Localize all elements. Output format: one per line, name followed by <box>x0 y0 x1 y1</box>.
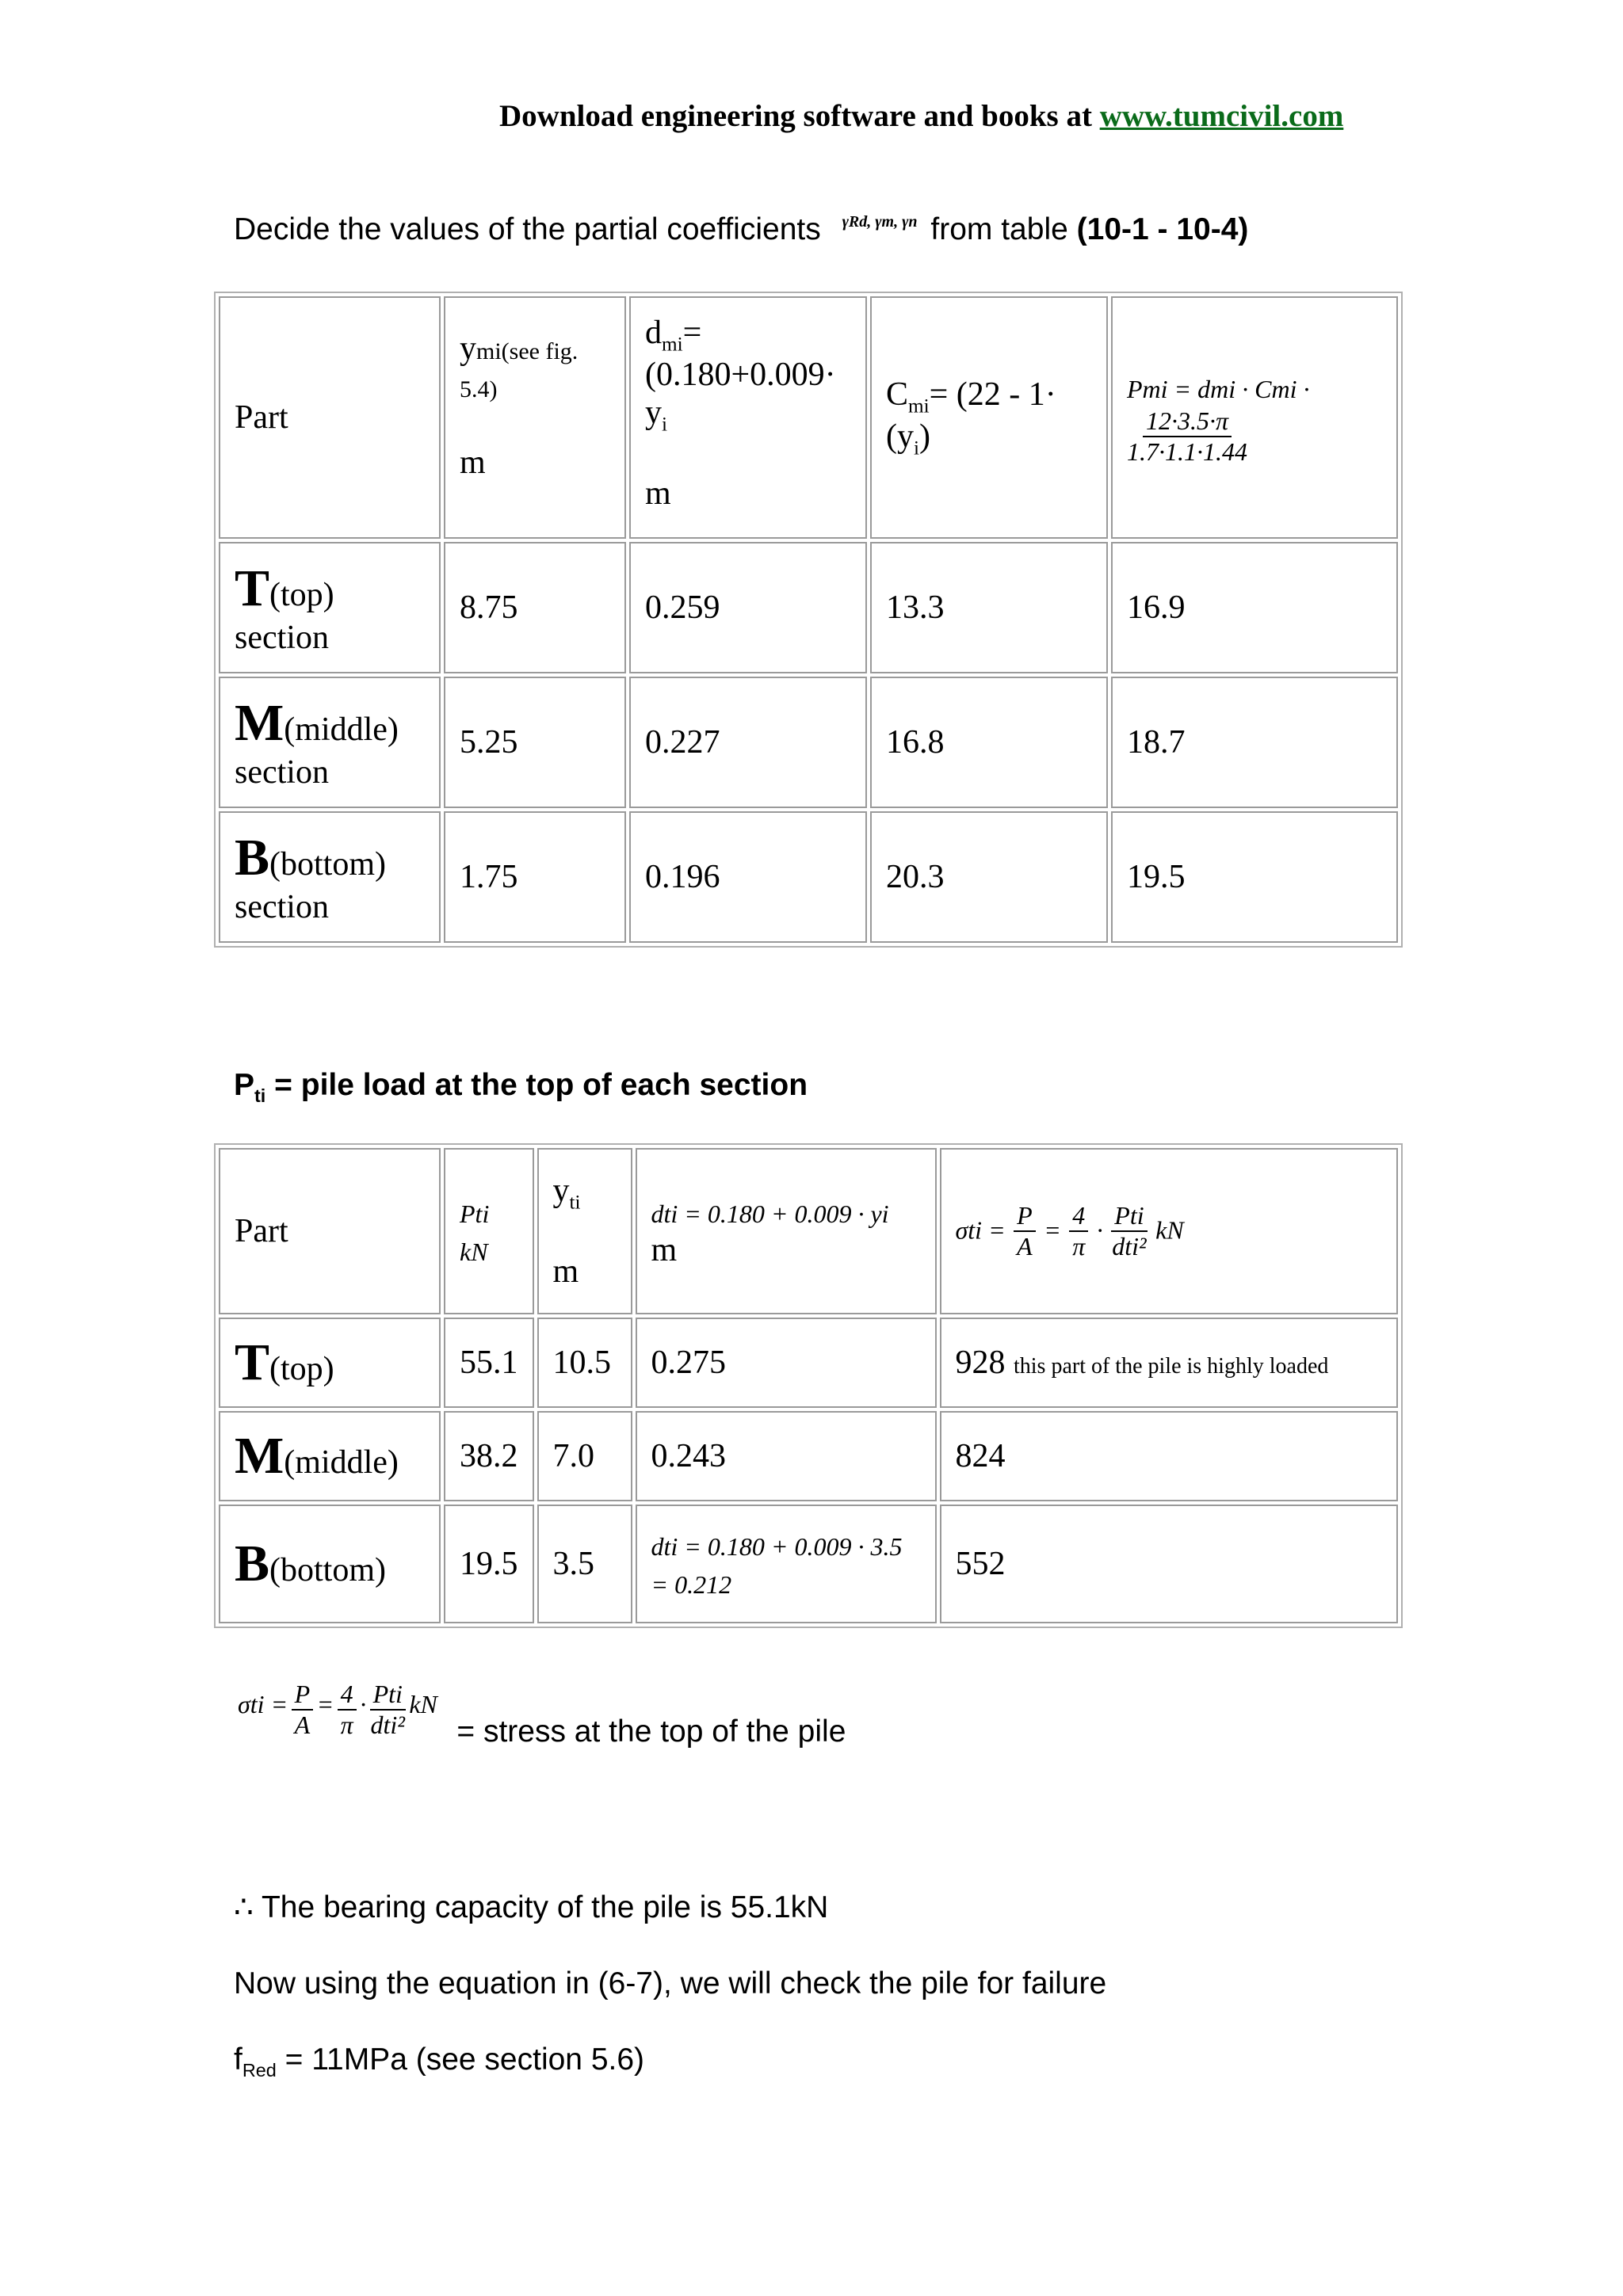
header-y: $y_{ti}$ m <box>537 1148 632 1314</box>
fred-text: $f_{Red} = 11MPa$ (see section 5.6) <box>234 2042 645 2081</box>
pile-load-table <box>214 1143 1403 1628</box>
header-text: Download engineering software and books at <box>499 99 1100 133</box>
p-cell: 55.1 <box>444 1318 534 1408</box>
y-cell: 3.5 <box>537 1505 632 1623</box>
table-row <box>219 1505 1398 1623</box>
intro-line <box>234 212 1248 247</box>
stress-cell: 824 <box>940 1411 1399 1501</box>
table-header-row <box>219 296 1398 539</box>
header-c: $C_{mi}= (22 - 1\cdot$ $(y_i)$ <box>870 296 1108 539</box>
d-cell: 0.275 <box>636 1318 937 1408</box>
section-heading: $P_{ti}$ = pile load at the top of each section <box>234 1068 808 1106</box>
intro-text: Decide the values of the partial coefficients <box>234 212 821 246</box>
y-cell: 10.5 <box>537 1318 632 1408</box>
conclusion-text: ∴ The bearing capacity of the pile is 55.1kN <box>234 1890 829 1924</box>
c-cell: 16.8 <box>870 677 1108 808</box>
header-d: dti = 0.180 + 0.009 · yi m <box>636 1148 937 1314</box>
section-coefficients-table <box>214 292 1403 948</box>
header-part: Part <box>219 296 441 539</box>
header-p: Pti kN <box>444 1148 534 1314</box>
table-header-row <box>219 1148 1398 1314</box>
part-cell: T(top) section <box>219 542 441 673</box>
header-y: ymi(see fig. 5.4) m <box>444 296 626 539</box>
y-cell: 1.75 <box>444 811 626 943</box>
table-row <box>219 1318 1398 1408</box>
p-cell: 18.7 <box>1111 677 1398 808</box>
header-link[interactable]: www.tumcivil.com <box>1099 99 1344 133</box>
part-cell: M(middle) <box>219 1411 441 1501</box>
d-cell: 0.227 <box>629 677 867 808</box>
table-row <box>219 542 1398 673</box>
d-cell: 0.243 <box>636 1411 937 1501</box>
stress-description: = stress at the top of the pile <box>456 1714 846 1749</box>
c-cell: 13.3 <box>870 542 1108 673</box>
intro-text-after: from table <box>930 212 1068 246</box>
d-cell: 0.259 <box>629 542 867 673</box>
c-cell: 20.3 <box>870 811 1108 943</box>
p-cell: 38.2 <box>444 1411 534 1501</box>
table-row <box>219 1411 1398 1501</box>
header-part: Part <box>219 1148 441 1314</box>
part-cell: T(top) <box>219 1318 441 1408</box>
header-stress: σti = $\frac{P}{A}$ = $\frac{4}{\pi}$ · $\frac{\text{Pti}}{\text{dti²}}$ kN <box>940 1148 1399 1314</box>
y-cell: 7.0 <box>537 1411 632 1501</box>
p-cell: 19.5 <box>1111 811 1398 943</box>
stress-cell: 552 <box>940 1505 1399 1623</box>
header-d: $d_{mi}= (0.180+0.009\cdot$ $y_i$ m <box>629 296 867 539</box>
header-p: Pmi = dmi · Cmi · $\frac{12\cdot 3.5\cdot\pi}{1.7\cdot 1.1\cdot 1.44}$ <box>1111 296 1398 539</box>
part-cell: M(middle) section <box>219 677 441 808</box>
stress-cell: 928 this part of the pile is highly loaded <box>940 1318 1399 1408</box>
part-cell: B(bottom) <box>219 1505 441 1623</box>
p-cell: 19.5 <box>444 1505 534 1623</box>
y-cell: 8.75 <box>444 542 626 673</box>
d-cell: 0.196 <box>629 811 867 943</box>
part-cell: B(bottom) section <box>219 811 441 943</box>
check-text: Now using the equation in (6-7), we will check the pile for failure <box>234 1966 1107 2000</box>
stress-formula: σti = $\frac{P}{A}$ = $\frac{4}{\pi}$ · $\frac{\text{Pti}}{\text{dti²}}$ kN = stress at the top of the pile <box>238 1680 846 1749</box>
partial-coefficients-symbol: γRd, γm, γn <box>842 213 918 231</box>
d-cell: dti = 0.180 + 0.009 · 3.5 = 0.212 <box>636 1505 937 1623</box>
p-cell: 16.9 <box>1111 542 1398 673</box>
table-row <box>219 811 1398 943</box>
table-row <box>219 677 1398 808</box>
page-header <box>499 98 1411 134</box>
table-reference: (10-1 - 10-4) <box>1076 212 1249 246</box>
y-cell: 5.25 <box>444 677 626 808</box>
